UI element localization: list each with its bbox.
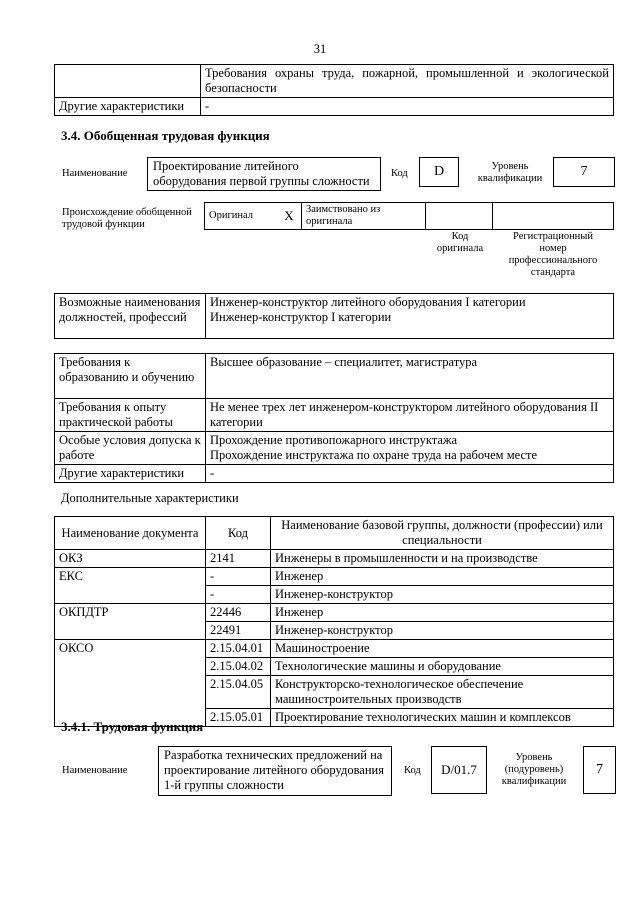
code-cell: 2.15.04.05 (206, 676, 271, 709)
special-condition-2: Прохождение инструктажа по охране труда на рабочем месте (210, 448, 538, 462)
code-original-label: Код оригинала (436, 231, 484, 254)
section-heading-3-4-1: 3.4.1. Трудовая функция (61, 719, 204, 734)
code-cell: - (206, 568, 271, 586)
doc-cell (55, 658, 206, 676)
other-characteristics-value: - (201, 98, 614, 116)
name-cell: Конструкторско-технологическое обеспечение машиностроительных производств (271, 676, 614, 709)
doc-cell (55, 586, 206, 604)
code-label: Код (391, 168, 408, 179)
table-row (55, 432, 614, 465)
header-code: Код (206, 517, 271, 550)
name-cell: Инженер-конструктор (271, 586, 614, 604)
name-cell: Проектирование технологических машин и комплексов (271, 709, 614, 727)
education-value: Высшее образование – специалитет, магистратура (206, 354, 614, 399)
code-cell: - (206, 586, 271, 604)
requirements-table (54, 353, 614, 483)
doc-cell: ОКСО (55, 640, 206, 658)
code-cell: 2.15.04.01 (206, 640, 271, 658)
original-label: Оригинал (205, 203, 278, 230)
level-value-3-4-1: 7 (583, 746, 616, 794)
special-conditions-label: Особые условия допуска к работе (55, 432, 206, 465)
other-characteristics-label: Другие характеристики (55, 98, 201, 116)
level-label: Уровень квалификации (477, 161, 543, 184)
name-cell: Технологические машины и оборудование (271, 658, 614, 676)
experience-value: Не менее трех лет инженером-конструктором литейного оборудования II категории (206, 399, 614, 432)
doc-cell (55, 622, 206, 640)
page-number: 31 (313, 42, 327, 56)
top-table (54, 64, 614, 116)
name-label-3-4-1: Наименование (62, 765, 128, 776)
level-label-3-4-1: Уровень (подуровень) квалификации (501, 752, 567, 787)
labor-function-name: Разработка технических предложений на проектирование литейного оборудования 1-й группы сложности (158, 746, 392, 796)
header-document: Наименование документа (55, 517, 206, 550)
code-value: D (419, 157, 459, 187)
positions-label: Возможные наименования должностей, профессий (55, 294, 206, 339)
table-row (55, 604, 614, 622)
table-row (55, 550, 614, 568)
table-row (55, 354, 614, 399)
name-cell: Инженер-конструктор (271, 622, 614, 640)
table-header-row (55, 517, 614, 550)
name-cell: Инженер (271, 568, 614, 586)
generalized-function-name: Проектирование литейного оборудования первой группы сложности (147, 157, 381, 191)
positions-table (54, 293, 614, 339)
code-cell: 2.15.04.02 (206, 658, 271, 676)
original-mark: X (277, 203, 302, 230)
safety-requirements: Требования охраны труда, пожарной, промышленной и экологической безопасности (201, 65, 614, 98)
name-cell: Инженеры в промышленности и на производстве (271, 550, 614, 568)
additional-title: Дополнительные характеристики (61, 491, 239, 505)
other-label: Другие характеристики (55, 465, 206, 483)
origin-label: Происхождение обобщенной трудовой функции (62, 207, 192, 230)
origin-table (204, 202, 614, 230)
borrowed-label: Заимствовано из оригинала (302, 203, 426, 230)
name-cell: Инженер (271, 604, 614, 622)
code-value-3-4-1: D/01.7 (431, 746, 487, 794)
name-label: Наименование (62, 168, 128, 179)
position-1: Инженер-конструктор литейного оборудования I категории (210, 295, 526, 309)
additional-table (54, 516, 614, 727)
table-row (55, 568, 614, 586)
doc-cell: ОКЗ (55, 550, 206, 568)
name-cell: Машиностроение (271, 640, 614, 658)
special-condition-1: Прохождение противопожарного инструктажа (210, 433, 458, 447)
table-row (55, 399, 614, 432)
doc-cell (55, 676, 206, 709)
header-name: Наименование базовой группы, должности (профессии) или специальности (271, 517, 614, 550)
table-row (55, 586, 614, 604)
code-cell: 2.15.05.01 (206, 709, 271, 727)
section-heading-3-4: 3.4. Обобщенная трудовая функция (61, 128, 270, 143)
table-row (55, 676, 614, 709)
doc-cell: ЕКС (55, 568, 206, 586)
table-row (55, 658, 614, 676)
position-2: Инженер-конструктор I категории (210, 310, 392, 324)
experience-label: Требования к опыту практической работы (55, 399, 206, 432)
code-cell: 22446 (206, 604, 271, 622)
level-value: 7 (553, 157, 615, 187)
code-label-3-4-1: Код (404, 765, 421, 776)
other-value: - (206, 465, 614, 483)
registration-number-label: Регистрационный номер профессионального стандарта (508, 231, 598, 278)
code-cell: 2141 (206, 550, 271, 568)
table-row (55, 640, 614, 658)
code-cell: 22491 (206, 622, 271, 640)
table-row (55, 465, 614, 483)
table-row (55, 622, 614, 640)
doc-cell: ОКПДТР (55, 604, 206, 622)
education-label: Требования к образованию и обучению (55, 354, 206, 399)
